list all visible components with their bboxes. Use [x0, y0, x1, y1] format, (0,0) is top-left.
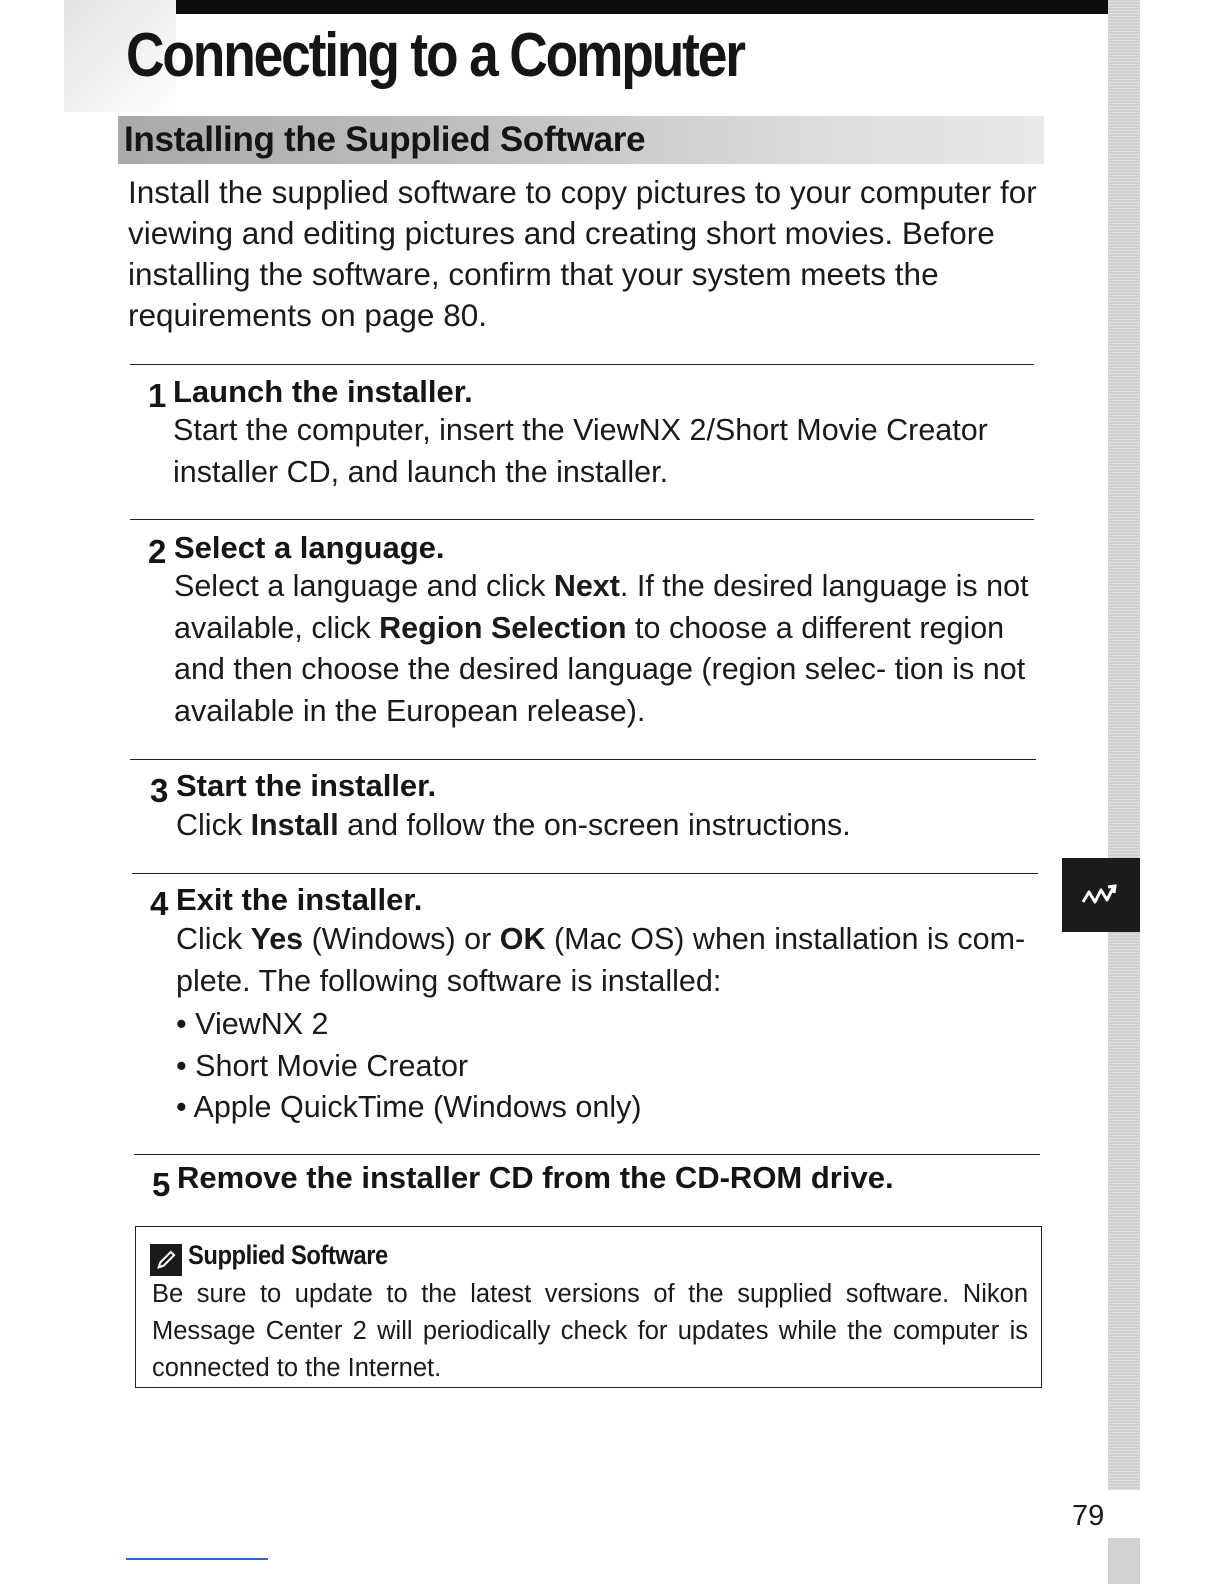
step-title: Exit the installer. [176, 882, 423, 917]
connection-wave-icon [1079, 878, 1123, 912]
list-item: • ViewNX 2 [176, 1004, 642, 1046]
list-item: • Short Movie Creator [176, 1046, 642, 1088]
divider [130, 519, 1034, 520]
side-strip-bottom [1108, 1538, 1140, 1584]
divider [134, 1154, 1040, 1155]
step-body: Select a language and click Next. If the desired language is not available, click Region Selection to choose a different region and then choose the desired language (region selec- tion is not available in the European release). [174, 569, 1029, 728]
top-bar [176, 0, 1140, 14]
step-title: Select a language. [174, 530, 445, 565]
step-number: 2 [148, 533, 167, 570]
region-selection-label: Region Selection [379, 610, 627, 645]
note-body: Be sure to update to the latest versions of the supplied software. Nikon Message Center 2 will periodically check for updates while the computer is connected to the Internet. [152, 1280, 1028, 1382]
note-title: Supplied Software [188, 1240, 388, 1270]
page-number: 79 [1072, 1500, 1105, 1532]
section-title: Installing the Supplied Software [124, 120, 646, 159]
divider [130, 759, 1036, 760]
footer-line [126, 1558, 268, 1560]
list-item: • Apple QuickTime (Windows only) [176, 1087, 642, 1129]
divider [130, 364, 1034, 365]
divider [132, 873, 1038, 874]
step-title: Start the installer. [176, 768, 437, 803]
step-title: Remove the installer CD from the CD-ROM drive. [177, 1160, 894, 1195]
step-number: 4 [150, 885, 169, 922]
step-body: Click Yes (Windows) or OK (Mac OS) when installation is com- plete. The following software is installed: [176, 922, 1026, 998]
next-label: Next [553, 569, 620, 603]
pencil-note-icon [150, 1244, 182, 1276]
step-number: 3 [150, 772, 169, 809]
step-body: Start the computer, insert the ViewNX 2/Short Movie Creator installer CD, and launch the installer. [173, 413, 988, 489]
step-title: Launch the installer. [173, 374, 473, 409]
step-body: Click Install and follow the on-screen instructions. [176, 808, 851, 842]
step-number: 1 [148, 377, 167, 414]
ok-label: OK [499, 922, 546, 956]
yes-label: Yes [250, 922, 304, 956]
installed-software-list [176, 1004, 642, 1129]
chapter-tab[interactable] [1062, 858, 1140, 932]
page-title: Connecting to a Computer [126, 21, 744, 90]
intro-paragraph: Install the supplied software to copy pictures to your computer for viewing and editing pictures and creating short movies. Before installing the software, confirm that your system meets the requirements on page 80. [128, 174, 1037, 333]
install-label: Install [250, 808, 339, 842]
step-number: 5 [152, 1166, 171, 1203]
side-strip [1108, 0, 1140, 1490]
